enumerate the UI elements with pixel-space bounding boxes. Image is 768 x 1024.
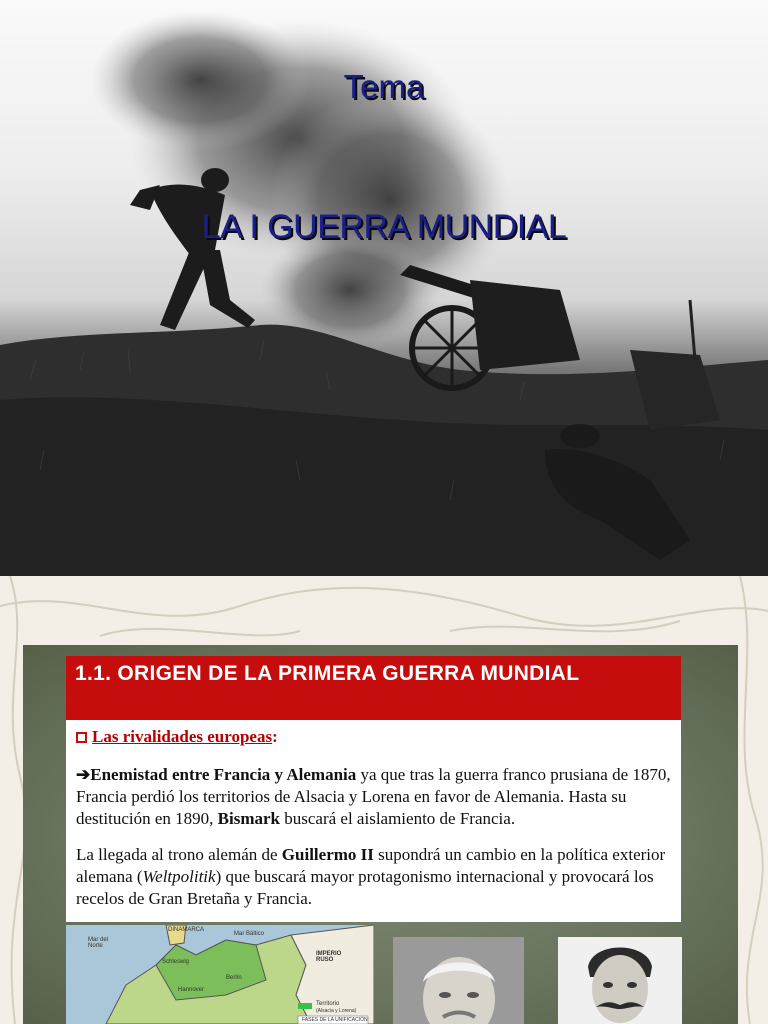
text-rivalry-2: buscará el aislamiento de Francia. [280,809,516,828]
subheading-text: Las rivalidades europeas [92,727,273,746]
map-label-dinamarca: DINAMARCA [168,927,205,933]
bold-enemistad: Enemistad entre Francia y Alemania [90,765,357,784]
map-label-mar-baltico: Mar Báltico [234,931,265,937]
subheading [76,726,671,748]
section-header: 1.1. ORIGEN DE LA PRIMERA GUERRA MUNDIAL [66,656,681,720]
slide-board [23,645,738,1024]
unification-map [66,925,374,1024]
bold-bismark: Bismark [217,809,280,828]
text-rivalry-1: ya que tras la guerra franco prusiana de 1870, Francia perdió los territorios de Alsacia y Lorena en favor de Alemania. Hasta su destitución en 1890, [76,765,671,828]
portrait-bismarck [393,937,524,1024]
content-slide [0,576,768,1024]
map-label-territorio: Territorio [316,1001,340,1007]
map-label-hannover: Hannover [178,987,205,993]
slide-subtitle: Tema [343,68,425,105]
map-label-fases: FASES DE LA UNIFICACIÓN [302,1017,368,1023]
text-welt-2: supondrá un cambio en la política exterior alemana ( [76,845,666,886]
paragraph-rivalry [76,764,671,830]
italic-weltpolitik: Weltpolitik [142,867,216,886]
text-welt-1: La llegada al trono alemán de [76,845,282,864]
map-label-imperio-ruso: IMPERIO RUSO [316,951,342,963]
portrait-guillermo-ii [558,937,682,1024]
checkbox-icon [76,732,87,743]
text-welt-3: ) que buscará mayor protagonismo internacional y provocará los recelos de Gran Bretaña y Francia. [76,867,654,908]
paragraph-weltpolitik [76,844,671,910]
map-label-alsacia: (Alsacia y Lorena) [316,1008,357,1014]
bold-guillermo: Guillermo II [281,845,374,864]
slide-title: LA I GUERRA MUNDIAL [201,208,567,246]
map-label-schleswig: Schleswig [162,959,190,965]
map-label-mar-norte: Mar del Norte [88,937,109,949]
text-panel [66,720,681,922]
arrow-icon: ➔ [76,765,91,784]
map-label-berlin: Berlín [226,975,242,981]
subheading-colon: : [272,727,278,746]
